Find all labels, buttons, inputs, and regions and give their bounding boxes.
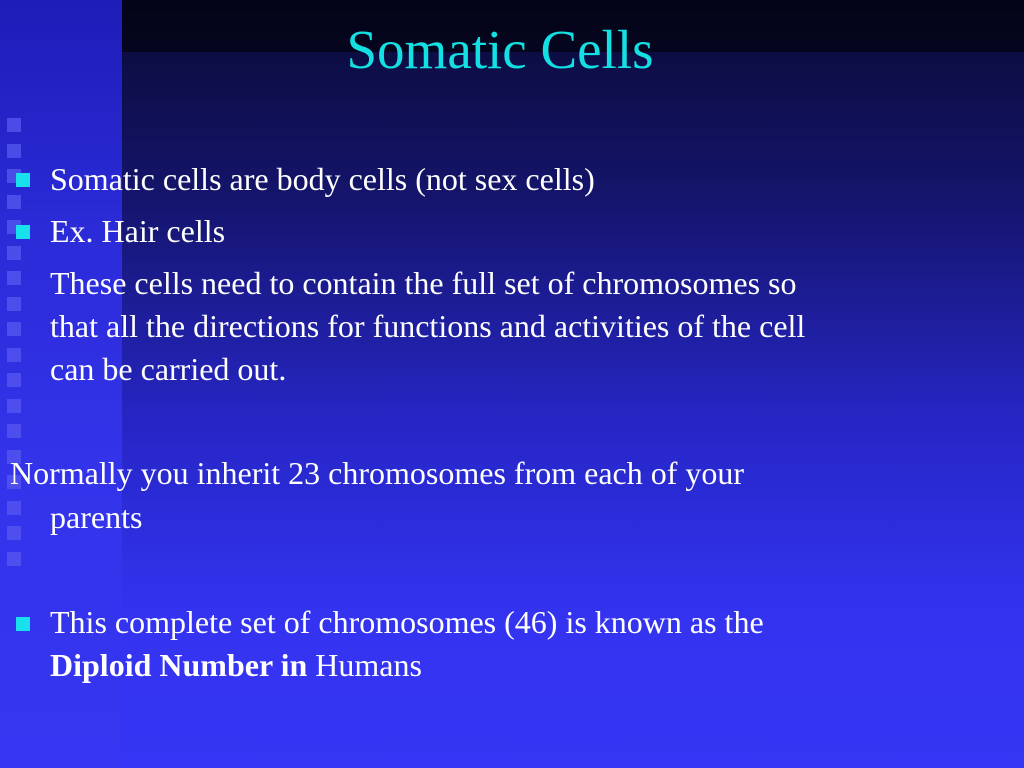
paragraph-line: that all the directions for functions and activities of the cell [50,308,806,344]
bullet-text-somatic-cells: Somatic cells are body cells (not sex cells) [50,161,595,197]
paragraph-line: can be carried out. [50,351,287,387]
paragraph-line: parents [50,499,143,535]
square-bullet-icon [16,173,30,187]
decorative-square [7,144,21,158]
decorative-square [7,552,21,566]
decorative-square [7,195,21,209]
decorative-square [7,399,21,413]
decorative-square [7,526,21,540]
diploid-number-bold: Diploid Number in [50,647,308,683]
paragraph-line: These cells need to contain the full set of chromosomes so [50,265,797,301]
decorative-square [7,246,21,260]
decorative-square [7,322,21,336]
decorative-square [7,373,21,387]
slide-title: Somatic Cells [346,19,654,80]
bullet-text-complete-set: This complete set of chromosomes (46) is known as the [50,604,764,640]
square-bullet-icon [16,225,30,239]
bullet-text-diploid-line [50,644,422,687]
decorative-square [7,118,21,132]
decorative-square [7,271,21,285]
decorative-square [7,424,21,438]
decorative-square [7,348,21,362]
square-bullet-icon [16,617,30,631]
decorative-square [7,297,21,311]
humans-text: Humans [307,647,422,683]
decorative-square [7,501,21,515]
bullet-text-example: Ex. Hair cells [50,213,226,249]
paragraph-line: Normally you inherit 23 chromosomes from each of your [10,455,745,491]
